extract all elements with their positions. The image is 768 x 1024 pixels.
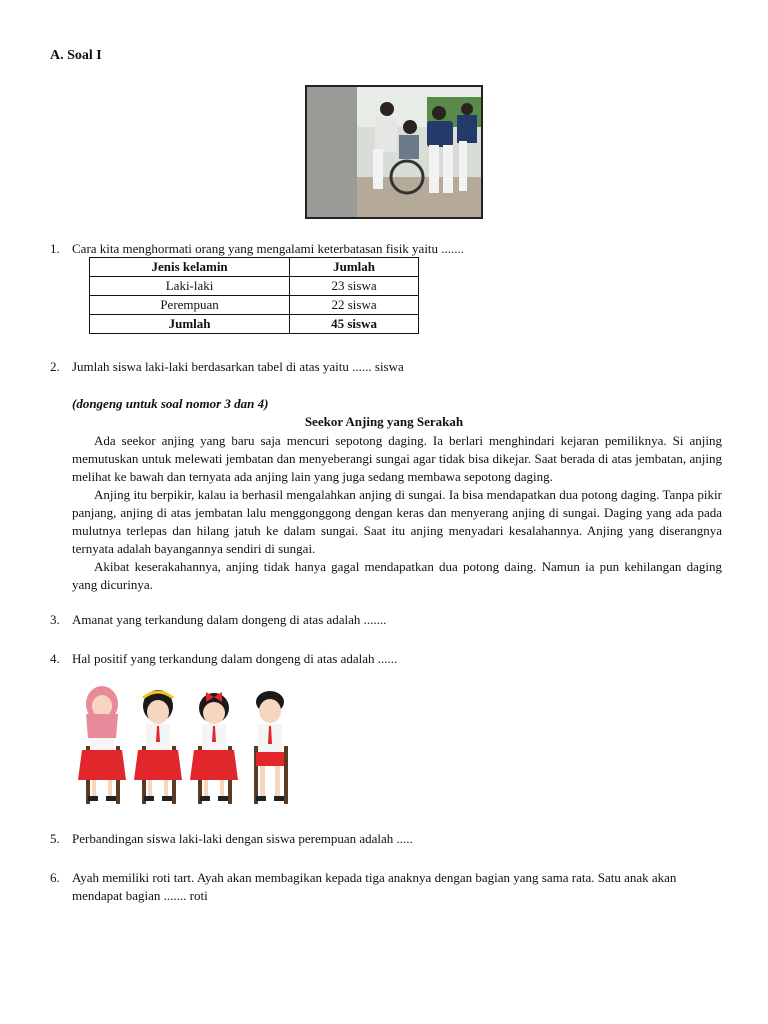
question-number: 5. [50, 831, 60, 846]
question-text: Jumlah siswa laki-laki berdasarkan tabel di atas yaitu ...... siswa [72, 359, 404, 374]
story-paragraph: Anjing itu berpikir, kalau ia berhasil mengalahkan anjing di sungai. Ia bisa mendapatkan dua potong daging. Tanpa pikir panjang, anjing di atas jembatan lalu menggonggong dengan keras dan menyerang anjing di sungai. Daging yang ada pada mulutnya terlepas dan hilang jatuh ke dalam sungai. Saat itu anjing menyadari kesalahannya. Anjing yang diserangnya ternyata adalah bayangannya sendiri di sungai. [72, 487, 722, 556]
question-text: Perbandingan siswa laki-laki dengan siswa perempuan adalah ..... [72, 831, 413, 846]
question-number: 3. [50, 612, 60, 627]
question-number: 4. [50, 651, 60, 666]
story-note: (dongeng untuk soal nomor 3 dan 4) [72, 396, 269, 411]
table-cell: Jumlah [90, 315, 290, 334]
story-paragraph: Ada seekor anjing yang baru saja mencuri sepotong daging. Ia berlari menghindari kejaran pemiliknya. Si anjing memutuskan untuk melewati jembatan dan menyeberangi sungai agar tidak bisa dikejar. Saat berada di atas jembatan, anjing melihat ke bawah dan ternyata ada anjing lain yang juga sedang membawa sepotong daging. [72, 433, 722, 484]
question-text: Ayah memiliki roti tart. Ayah akan membagikan kepada tiga anaknya dengan bagian yang sama rata. Satu anak akan mendapat bagian ....... roti [72, 870, 677, 903]
story-paragraph: Akibat keserakahannya, anjing tidak hanya gagal mendapatkan dua potong daing. Namun ia pun kehilangan daging yang dicurinya. [72, 559, 722, 592]
table-cell: 22 siswa [290, 296, 419, 315]
table-row [90, 296, 419, 315]
question-number: 2. [50, 359, 60, 374]
table-cell: Laki-laki [90, 277, 290, 296]
table-header-row [90, 258, 419, 277]
table-header-cell: Jumlah [290, 258, 419, 277]
question-text: Amanat yang terkandung dalam dongeng di atas adalah ....... [72, 612, 387, 627]
question-number: 1. [50, 241, 60, 256]
photo-wheelchair-help [305, 85, 483, 219]
table-header-cell: Jenis kelamin [90, 258, 290, 277]
table-cell: 45 siswa [290, 315, 419, 334]
story-title: Seekor Anjing yang Serakah [304, 414, 464, 429]
question-text: Cara kita menghormati orang yang mengalami keterbatasan fisik yaitu ....... [72, 241, 465, 256]
question-number: 6. [50, 870, 60, 885]
student-gender-table [89, 257, 419, 334]
table-total-row [90, 315, 419, 334]
table-cell: 23 siswa [290, 277, 419, 296]
question-text: Hal positif yang terkandung dalam dongeng di atas adalah ...... [72, 651, 398, 666]
story-body [72, 432, 722, 594]
students-illustration [72, 684, 298, 810]
table-row [90, 277, 419, 296]
table-cell: Perempuan [90, 296, 290, 315]
section-title: A. Soal I [50, 48, 102, 63]
